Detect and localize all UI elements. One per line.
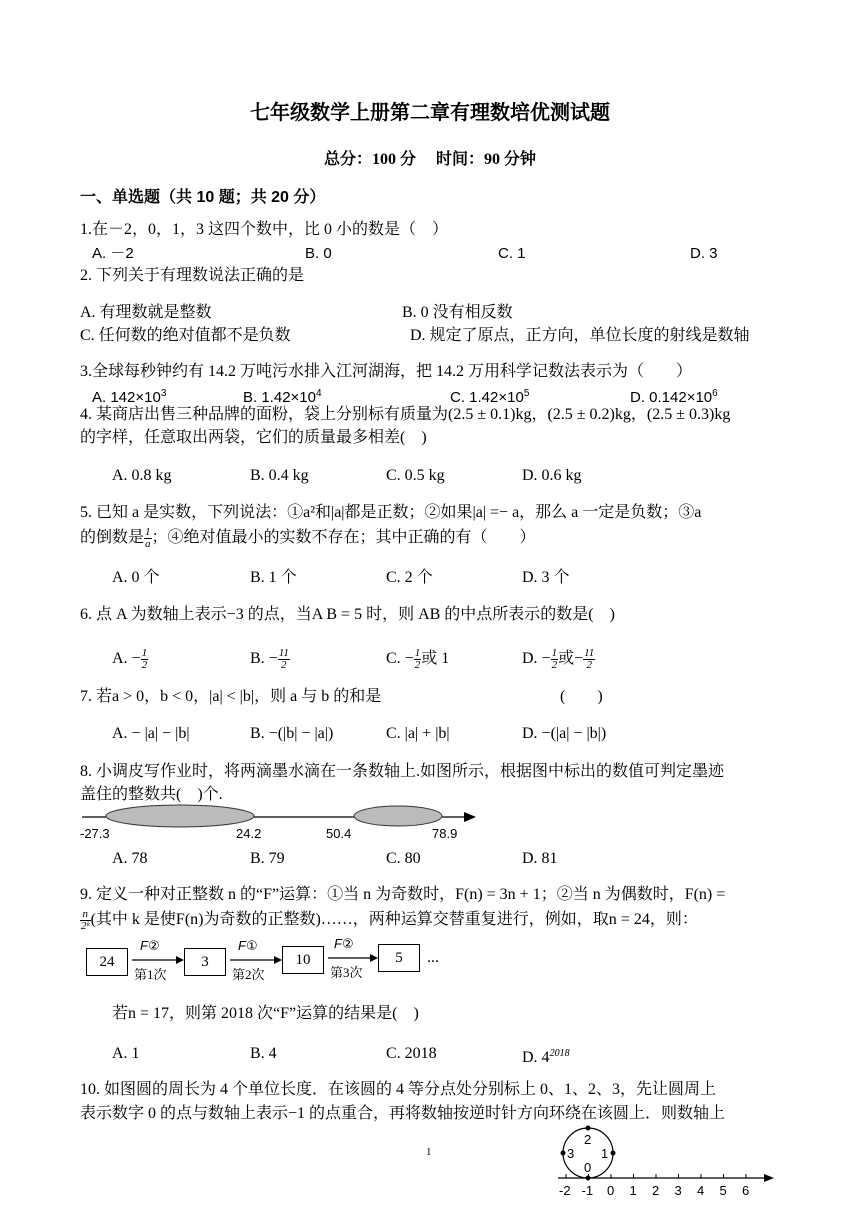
q8-option-b: B. 79: [250, 850, 285, 867]
flow-step-1: 第1次: [134, 967, 167, 982]
q10-tick-label: 5: [719, 1183, 727, 1198]
q5-fraction: $\frac{1}{a}$: [145, 526, 151, 550]
q8-option-c: C. 80: [386, 850, 421, 867]
q9-stem-line1: 9. 定义一种对正整数 n 的“F”运算：①当 n 为奇数时，F(n) = 3n + 1；②当 n 为偶数时，F(n) =: [80, 886, 726, 903]
q10-stem-line1: 10. 如图圆的周长为 4 个单位长度．在该圆的 4 等分点处分别标上 0、1、2、3，先让圆周上: [80, 1081, 717, 1098]
q2-option-b: B. 0 没有相反数: [402, 304, 513, 321]
q2-option-c: C. 任何数的绝对值都不是负数: [80, 327, 291, 344]
circle-label-0: 0: [584, 1160, 592, 1175]
ink-number-line-figure: [80, 800, 480, 842]
q9-option-c: C. 2018: [386, 1045, 437, 1062]
page-number: 1: [426, 1146, 432, 1158]
q6-option-a: A. − $\frac{1}{2}$: [112, 647, 148, 671]
flow-op-3: F②: [334, 936, 354, 951]
q6-stem: 6. 点 A 为数轴上表示−3 的点，当A B = 5 时，则 AB 的中点所表示的数是( ): [80, 606, 615, 623]
q5-option-d: D. 3 个: [522, 569, 570, 586]
q7-option-b: B. −(|b| − |a|): [250, 725, 334, 742]
q3-option-c: C. $1.42\times 10^5$: [450, 388, 530, 406]
q4-option-b: B. 0.4 kg: [250, 467, 309, 484]
q7-option-a: A. − |a| − |b|: [112, 725, 190, 742]
flow-step-2: 第2次: [232, 967, 265, 982]
q2-option-d: D. 规定了原点，正方向，单位长度的射线是数轴: [410, 327, 750, 344]
q6-option-c: C. − $\frac{1}{2}$ 或 1: [386, 647, 450, 671]
flow-ellipsis: ...: [427, 949, 439, 966]
q3-option-a: A. $142\times 10^3$: [92, 388, 167, 406]
q4-option-d: D. 0.6 kg: [522, 467, 582, 484]
q1-stem: 1.在－2，0，1，3 这四个数中，比 0 小的数是（ ）: [80, 221, 449, 238]
q4-stem-line1: 4. 某商店出售三种品牌的面粉，袋上分别标有质量为(2.5 ± 0.1)kg，(2.5 ± 0.2)kg，(2.5 ± 0.3)kg: [80, 406, 731, 423]
q9-option-b: B. 4: [250, 1045, 277, 1062]
q7-option-c: C. |a| + |b|: [386, 725, 450, 742]
q1-option-d: D. 3: [690, 245, 718, 262]
circle-number-line-figure: [548, 1120, 778, 1216]
q6-option-b: B. − $\frac{11}{2}$: [250, 647, 289, 671]
flow-op-1: F②: [140, 938, 160, 953]
q3-option-d: D. $0.142\times 10^6$: [630, 388, 718, 406]
arrow-head: [464, 812, 476, 822]
q9-option-a: A. 1: [112, 1045, 140, 1062]
q10-tick-label: 6: [742, 1183, 750, 1198]
page-title: 七年级数学上册第二章有理数培优测试题: [250, 102, 610, 124]
q10-tick-label: 4: [697, 1183, 705, 1198]
ink-blot-right: [354, 806, 442, 826]
flow-box-5: 5: [378, 944, 420, 972]
flow-box-3: 3: [184, 948, 226, 976]
q10-tick-label: 3: [674, 1183, 682, 1198]
q9-stem-line2: $\frac{n}{\text{2ᵏ}}$ (其中 k 是使F(n)为奇数的正整数)……，两种运算交替重复进行，例如，取n = 24，则：: [81, 908, 698, 932]
q1-option-c: C. 1: [498, 245, 526, 262]
q8-option-a: A. 78: [112, 850, 148, 867]
q8-stem-line2: 盖住的整数共( )个.: [80, 786, 223, 803]
q10-tick-label: 2: [652, 1183, 660, 1198]
label-24-2: 24.2: [236, 826, 262, 841]
q7-answer-paren: ( ): [560, 688, 603, 705]
q5-stem-line1: 5. 已知 a 是实数，下列说法：①a²和|a|都是正数；②如果|a| =− a，那么 a 一定是负数；③a: [80, 504, 702, 521]
q1-option-a: A. －2: [92, 245, 134, 262]
q7-stem: 7. 若a > 0，b < 0，|a| < |b|，则 a 与 b 的和是: [80, 688, 382, 705]
q10-tick-label: -2: [559, 1183, 571, 1198]
ink-blot-left: [106, 805, 254, 827]
flow-op-2: F①: [238, 938, 258, 953]
flow-box-10: 10: [282, 946, 324, 974]
q7-option-d: D. −(|a| − |b|): [522, 725, 607, 742]
q3-option-b: B. $1.42\times 10^4$: [243, 388, 322, 406]
label-78-9: 78.9: [432, 826, 458, 841]
q6-option-d: D. − $\frac{1}{2}$ 或− $\frac{11}{2}$: [522, 647, 595, 671]
label-neg-27-3: -27.3: [80, 826, 110, 841]
q2-option-a: A. 有理数就是整数: [80, 304, 212, 321]
score-time-line: 总分：100 分 时间：90 分钟: [323, 151, 536, 168]
label-50-4: 50.4: [326, 826, 352, 841]
q10-tick-label: 0: [607, 1183, 615, 1198]
q2-stem: 2. 下列关于有理数说法正确的是: [80, 267, 305, 284]
q3-stem: 3.全球每秒钟约有 14.2 万吨污水排入江河湖海，把 14.2 万用科学记数法表示为（ ）: [80, 363, 693, 380]
q4-stem-line2: 的字样，任意取出两袋，它们的质量最多相差( ): [80, 429, 427, 446]
q10-tick-label: 1: [629, 1183, 637, 1198]
q9-option-d: D. $4^{2018}$: [522, 1048, 570, 1066]
q1-option-b: B. 0: [305, 245, 332, 262]
circle-label-2: 2: [584, 1132, 592, 1147]
flow-step-3: 第3次: [330, 965, 363, 980]
q10-stem-line2: 表示数字 0 的点与数轴上表示−1 的点重合，再将数轴按逆时针方向环绕在该圆上．则数轴上: [80, 1105, 726, 1122]
q9-stem-line3: 若n = 17，则第 2018 次“F”运算的结果是( ): [112, 1005, 419, 1022]
q8-stem-line1: 8. 小调皮写作业时，将两滴墨水滴在一条数轴上.如图所示，根据图中标出的数值可判定墨迹: [80, 763, 725, 780]
q5-stem-line2: 的倒数是 $\frac{1}{a}$ ；④绝对值最小的实数不存在；其中正确的有（ ）: [80, 526, 536, 550]
circle-label-3: 3: [567, 1146, 575, 1161]
q8-option-d: D. 81: [522, 850, 558, 867]
q5-option-a: A. 0 个: [112, 569, 160, 586]
section-heading: 一、单选题（共 10 题；共 20 分）: [80, 189, 326, 206]
q4-option-c: C. 0.5 kg: [386, 467, 445, 484]
q5-option-c: C. 2 个: [386, 569, 433, 586]
q10-tick-label: -1: [581, 1183, 594, 1198]
q5-option-b: B. 1 个: [250, 569, 297, 586]
q4-option-a: A. 0.8 kg: [112, 467, 172, 484]
q10-arrow-head: [764, 1174, 774, 1182]
circle-label-1: 1: [601, 1146, 609, 1161]
flow-box-24: 24: [86, 948, 128, 976]
